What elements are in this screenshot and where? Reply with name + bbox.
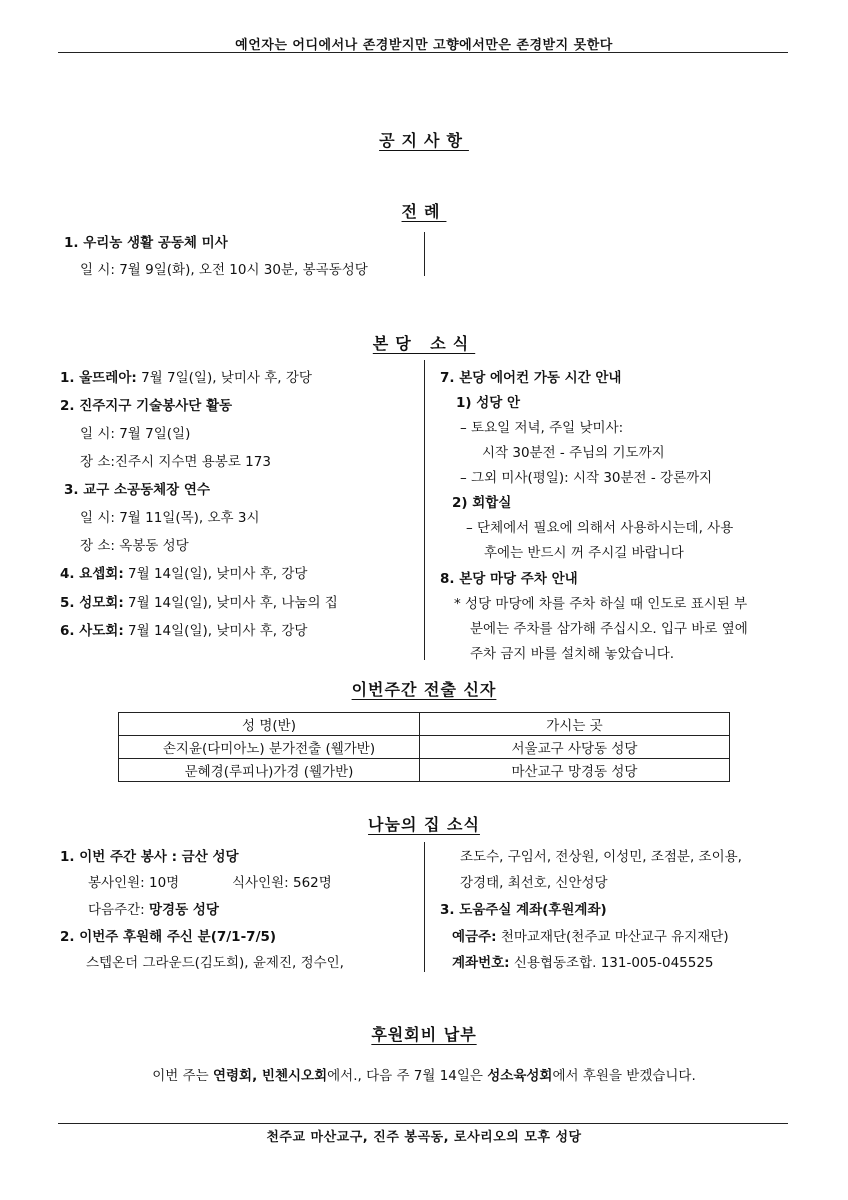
parish-item-3-title: 3. 교구 소공동체장 연수 xyxy=(64,482,210,498)
liturgy-item1-title: 1. 우리농 생활 공동체 미사 xyxy=(64,235,228,251)
sharing-donors-line3: 강경태, 최선호, 신안성당 xyxy=(460,875,608,891)
sharing-house-title: 나눔의 집 소식 xyxy=(368,815,480,834)
liturgy-item1-detail: 일 시: 7월 9일(화), 오전 10시 30분, 봉곡동성당 xyxy=(80,262,368,278)
parish-item-8-line1: * 성당 마당에 차를 주차 하실 때 인도로 표시된 부 xyxy=(454,596,748,612)
parish-item-2-place: 장 소:진주시 지수면 용봉로 173 xyxy=(80,454,271,470)
sharing-volunteers: 봉사인원: 10명 xyxy=(88,875,180,891)
parish-item-3-place: 장 소: 옥봉동 성당 xyxy=(80,538,189,554)
dues-title: 후원회비 납부 xyxy=(371,1025,477,1044)
parish-item-2-title: 2. 진주지구 기술봉사단 활동 xyxy=(60,398,233,414)
parish-item-7-line4: – 단체에서 필요에 의해서 사용하시는데, 사용 xyxy=(466,520,734,536)
parish-news-title: 본당 소식 xyxy=(372,334,476,353)
parish-item-8-title: 8. 본당 마당 주차 안내 xyxy=(440,571,578,587)
footer-text: 천주교 마산교구, 진주 봉곡동, 로사리오의 모후 성당 xyxy=(266,1130,582,1145)
table-header-destination: 가시는 곳 xyxy=(420,713,730,736)
sharing-account-holder: 예금주: 천마교재단(천주교 마산교구 유지재단) xyxy=(452,929,729,945)
parish-item-1: 1. 울뜨레아: 7월 7일(일), 낮미사 후, 강당 xyxy=(60,370,312,386)
header-rule xyxy=(58,52,788,53)
parish-item-5: 5. 성모회: 7월 14일(일), 낮미사 후, 나눔의 집 xyxy=(60,595,338,611)
parish-item-8-line2: 분에는 주차를 삼가해 주십시오. 입구 바로 옆에 xyxy=(470,621,748,637)
sharing-donors-line1: 스텝온더 그라운드(김도희), 윤제진, 정수인, xyxy=(86,955,344,971)
table-row xyxy=(119,736,730,759)
parish-item-4: 4. 요셉회: 7월 14일(일), 낮미사 후, 강당 xyxy=(60,566,308,582)
sharing-donors-line2: 조도수, 구임서, 전상원, 이성민, 조점분, 조이용, xyxy=(460,849,742,865)
parish-item-7-sub1: 1) 성당 안 xyxy=(456,395,521,411)
parish-news-divider xyxy=(424,360,425,660)
sharing-meals: 식사인원: 562명 xyxy=(232,875,332,891)
parish-item-7-line1: – 토요일 저녁, 주일 낮미사: xyxy=(460,420,624,436)
parish-item-7-line2: 시작 30분전 - 주님의 기도까지 xyxy=(482,445,665,461)
sharing-item-2-title: 2. 이번주 후원해 주신 분(7/1-7/5) xyxy=(60,929,277,945)
sharing-item-1-title: 1. 이번 주간 봉사 : 금산 성당 xyxy=(60,849,239,865)
parish-item-7-line3: – 그외 미사(평일): 시작 30분전 - 강론까지 xyxy=(460,470,713,486)
table-header-row xyxy=(119,713,730,736)
parish-item-7-title: 7. 본당 에어컨 가동 시간 안내 xyxy=(440,370,622,386)
table-cell-destination: 서울교구 사당동 성당 xyxy=(420,736,730,759)
parish-item-8-line3: 주차 금지 바를 설치해 놓았습니다. xyxy=(470,646,675,662)
dues-text: 이번 주는 연령회, 빈첸시오회에서., 다음 주 7월 14일은 성소육성회에서 후원을 받겠습니다. xyxy=(152,1068,696,1084)
table-row xyxy=(119,759,730,782)
table-header-name: 성 명(반) xyxy=(119,713,420,736)
sharing-account-number: 계좌번호: 신용협동조합. 131-005-045525 xyxy=(452,955,714,971)
parish-item-7-line5: 후에는 반드시 꺼 주시길 바랍니다 xyxy=(484,545,684,561)
notice-title: 공지사항 xyxy=(379,131,469,150)
transfers-title: 이번주간 전출 신자 xyxy=(351,680,497,699)
liturgy-divider xyxy=(424,232,425,276)
parish-item-7-sub2: 2) 회합실 xyxy=(452,495,512,511)
table-cell-destination: 마산교구 망경동 성당 xyxy=(420,759,730,782)
footer-rule xyxy=(58,1123,788,1124)
sharing-next-week: 다음주간: 망경동 성당 xyxy=(88,902,219,918)
liturgy-title: 전례 xyxy=(401,202,447,221)
parish-item-2-date: 일 시: 7월 7일(일) xyxy=(80,426,191,442)
parish-item-3-date: 일 시: 7월 11일(목), 오후 3시 xyxy=(80,510,260,526)
header-motto: 예언자는 어디에서나 존경받지만 고향에서만은 존경받지 못한다 xyxy=(235,38,613,53)
table-cell-name: 문혜경(루피나)가경 (웰가반) xyxy=(119,759,420,782)
parish-item-6: 6. 사도회: 7월 14일(일), 낮미사 후, 강당 xyxy=(60,623,308,639)
sharing-house-divider xyxy=(424,842,425,972)
transfers-table xyxy=(118,712,730,782)
sharing-item-3-title: 3. 도움주실 계좌(후원계좌) xyxy=(440,902,607,918)
table-cell-name: 손지윤(다미아노) 분가전출 (웰가반) xyxy=(119,736,420,759)
